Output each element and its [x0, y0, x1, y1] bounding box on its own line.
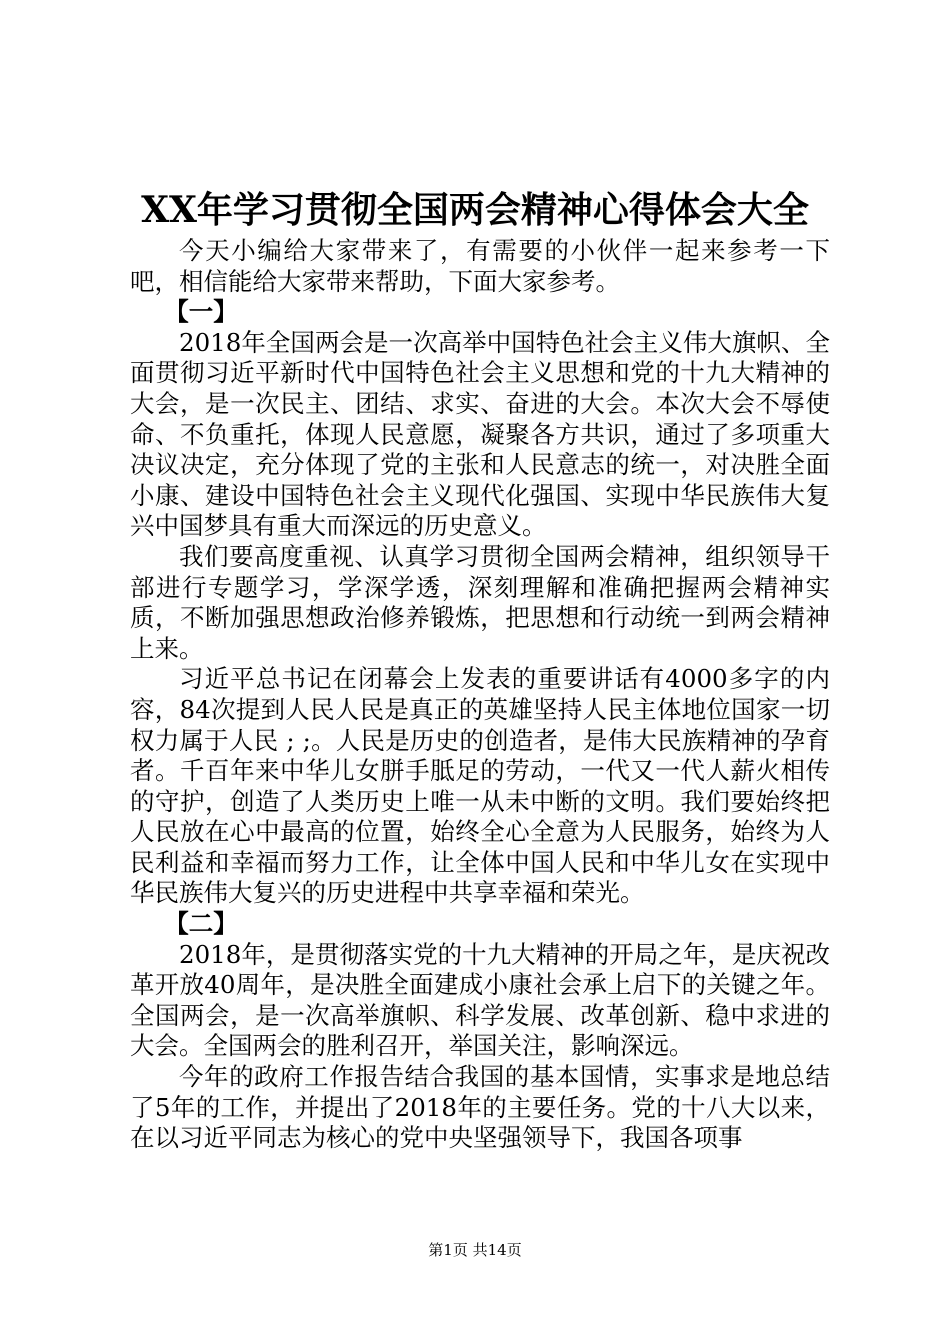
section-1-paragraph-3: 习近平总书记在闭幕会上发表的重要讲话有4000多字的内容，84次提到人民人民是真正的英雄坚持人民主体地位国家一切权力属于人民 ; ;。人民是历史的创造者，是伟大民族精神的孕育者。千百年来中华儿女胼手胝足的劳动，一代又一代人薪火相传的守护，创造了人类历史上唯一从未中断的文明。我们要始终把人民放在心中最高的位置，始终全心全意为人民服务，始终为人民利益和幸福而努力工作，让全体中国人民和中华儿女在实现中华民族伟大复兴的历史进程中共享幸福和荣光。: [130, 664, 830, 908]
document-body: [130, 236, 830, 1154]
document-title: XX年学习贯彻全国两会精神心得体会大全: [141, 189, 809, 231]
page-number-footer: 第1页 共14页: [428, 1241, 522, 1259]
section-2-paragraph-1: 2018年，是贯彻落实党的十九大精神的开局之年，是庆祝改革开放40周年，是决胜全面建成小康社会承上启下的关键之年。全国两会，是一次高举旗帜、科学发展、改革创新、稳中求进的大会。全国两会的胜利召开，举国关注，影响深远。: [130, 939, 830, 1061]
section-1-paragraph-1: 2018年全国两会是一次高举中国特色社会主义伟大旗帜、全面贯彻习近平新时代中国特色社会主义思想和党的十九大精神的大会，是一次民主、团结、求实、奋进的大会。本次大会不辱使命、不负重托，体现人民意愿，凝聚各方共识，通过了多项重大决议决定，充分体现了党的主张和人民意志的统一，对决胜全面小康、建设中国特色社会主义现代化强国、实现中华民族伟大复兴中国梦具有重大而深远的历史意义。: [130, 327, 830, 541]
section-heading-2: 【二】: [164, 909, 238, 939]
section-2-paragraph-2: 今年的政府工作报告结合我国的基本国情，实事求是地总结了5年的工作，并提出了2018年的主要任务。党的十八大以来，在以习近平同志为核心的党中央坚强领导下，我国各项事: [130, 1062, 830, 1153]
section-heading-1: 【一】: [164, 297, 238, 327]
intro-paragraph: 今天小编给大家带来了，有需要的小伙伴一起来参考一下吧，相信能给大家带来帮助，下面大家参考。: [130, 236, 830, 296]
section-1-paragraph-2: 我们要高度重视、认真学习贯彻全国两会精神，组织领导干部进行专题学习，学深学透，深刻理解和准确把握两会精神实质，不断加强思想政治修养锻炼，把思想和行动统一到两会精神上来。: [130, 541, 830, 663]
